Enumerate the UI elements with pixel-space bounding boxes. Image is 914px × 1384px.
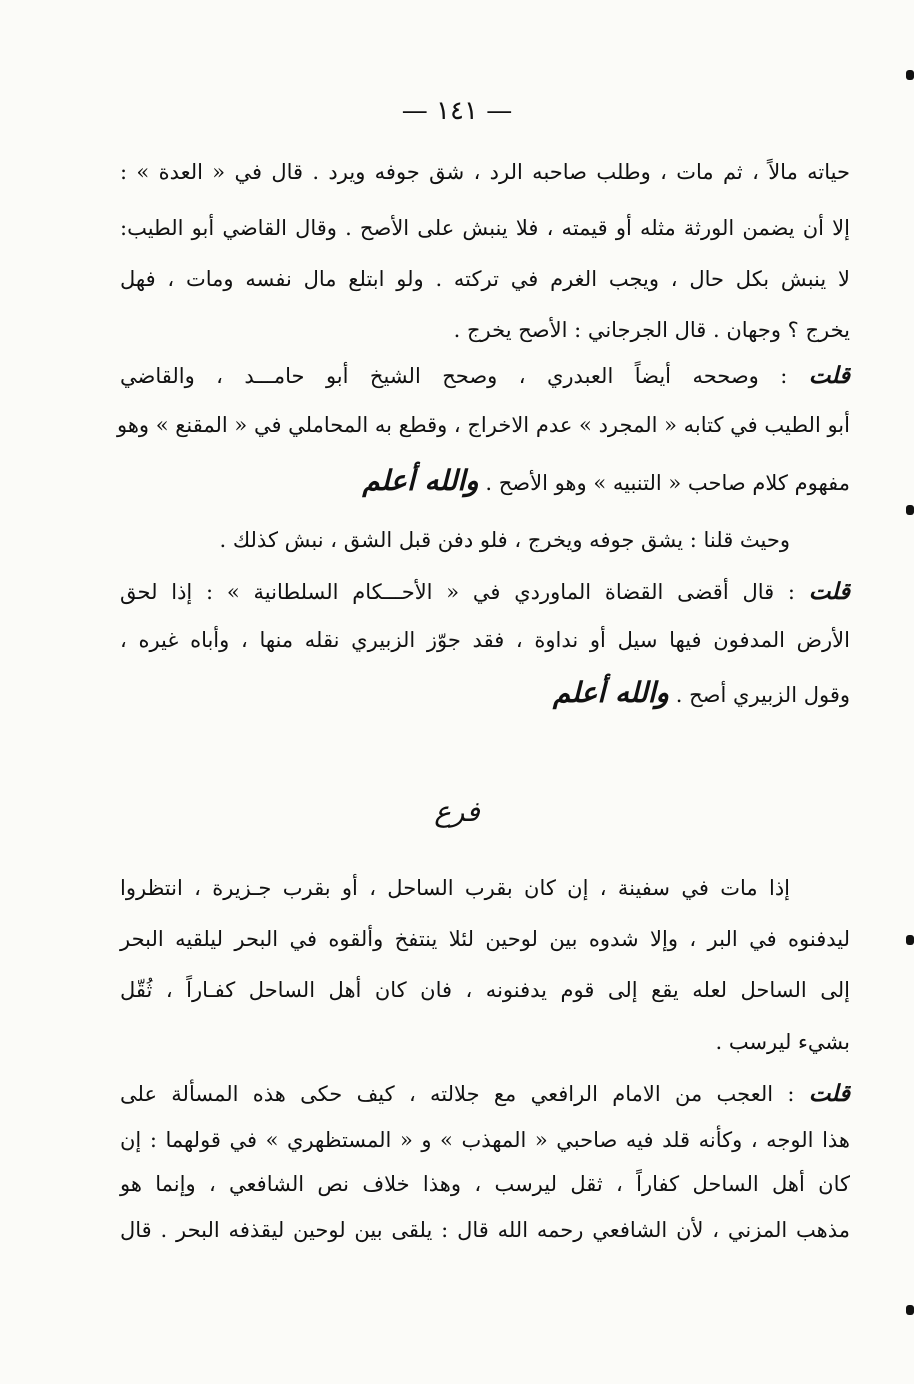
scan-edge-mark bbox=[906, 70, 914, 80]
text-line: الأرض المدفون فيها سيل أو نداوة ، فقد جوّز الزبيري نقله منها ، وأباه غيره ، bbox=[120, 628, 850, 652]
text-line: ليدفنوه في البر ، وإلا شدوه بين لوحين لئلا ينتفخ وألقوه في البحر ليلقيه البحر bbox=[120, 927, 850, 951]
wallah-alam-signature: والله أعلم bbox=[362, 464, 479, 497]
qult-marker: قلت bbox=[808, 362, 850, 389]
wallah-alam-signature: والله أعلم bbox=[552, 676, 670, 709]
page-number: — ١٤١ — bbox=[401, 96, 513, 126]
qult-marker: قلت bbox=[808, 578, 850, 605]
text-span: : وصححه أيضاً العبدري ، وصحح الشيخ أبو حامـــد ، والقاضي bbox=[120, 364, 788, 388]
text-span: وقول الزبيري أصح . bbox=[675, 683, 850, 707]
text-line: مذهب المزني ، لأن الشافعي رحمه الله قال : يلقى بين لوحين ليقذفه البحر . قال bbox=[120, 1218, 850, 1242]
text-line-wallah bbox=[120, 676, 850, 710]
text-span: مفهوم كلام صاحب « التنبيه » وهو الأصح . bbox=[485, 471, 850, 495]
qult-marker: قلت bbox=[808, 1080, 850, 1107]
text-span: : قال أقضى القضاة الماوردي في « الأحـــكام السلطانية » : إذا لحق bbox=[120, 580, 796, 604]
text-line: حياته مالاً ، ثم مات ، وطلب صاحبه الرد ، شق جوفه ويرد . قال في « العدة » : bbox=[120, 160, 850, 184]
text-line: بشيء ليرسب . bbox=[715, 1030, 850, 1054]
scan-edge-mark bbox=[906, 505, 914, 515]
text-line-qult bbox=[120, 1080, 850, 1108]
text-line: إذا مات في سفينة ، إن كان بقرب الساحل ، أو بقرب جـزيرة ، انتظروا bbox=[120, 876, 790, 900]
text-line: أبو الطيب في كتابه « المجرد » عدم الاخراج ، وقطع به المحاملي في « المقنع » وهو bbox=[116, 413, 850, 437]
text-line-qult bbox=[120, 578, 850, 606]
text-line-qult bbox=[120, 362, 850, 390]
text-line: يخرج ؟ وجهان . قال الجرجاني : الأصح يخرج . bbox=[453, 318, 850, 342]
scan-edge-mark bbox=[906, 1305, 914, 1315]
text-line: لا ينبش بكل حال ، ويجب الغرم في تركته . ولو ابتلع مال نفسه ومات ، فهل bbox=[120, 267, 850, 291]
scan-edge-mark bbox=[906, 935, 914, 945]
text-line: كان أهل الساحل كفاراً ، ثقل ليرسب ، وهذا خلاف نص الشافعي ، وإنما هو bbox=[120, 1172, 850, 1196]
text-line-wallah bbox=[120, 464, 850, 498]
text-line: هذا الوجه ، وكأنه قلد فيه صاحبي « المهذب » و « المستظهري » في قولهما : إن bbox=[120, 1128, 850, 1152]
text-line: إلا أن يضمن الورثة مثله أو قيمته ، فلا ينبش على الأصح . وقال القاضي أبو الطيب: bbox=[120, 216, 850, 240]
text-line: وحيث قلنا : يشق جوفه ويخرج ، فلو دفن قبل الشق ، نبش كذلك . bbox=[219, 528, 790, 552]
text-span: : العجب من الامام الرافعي مع جلالته ، كيف حكى هذه المسألة على bbox=[120, 1082, 795, 1106]
text-line: إلى الساحل لعله يقع إلى قوم يدفنونه ، فان كان أهل الساحل كفـاراً ، ثُقّل bbox=[120, 978, 850, 1002]
section-heading: فرع bbox=[434, 795, 480, 828]
